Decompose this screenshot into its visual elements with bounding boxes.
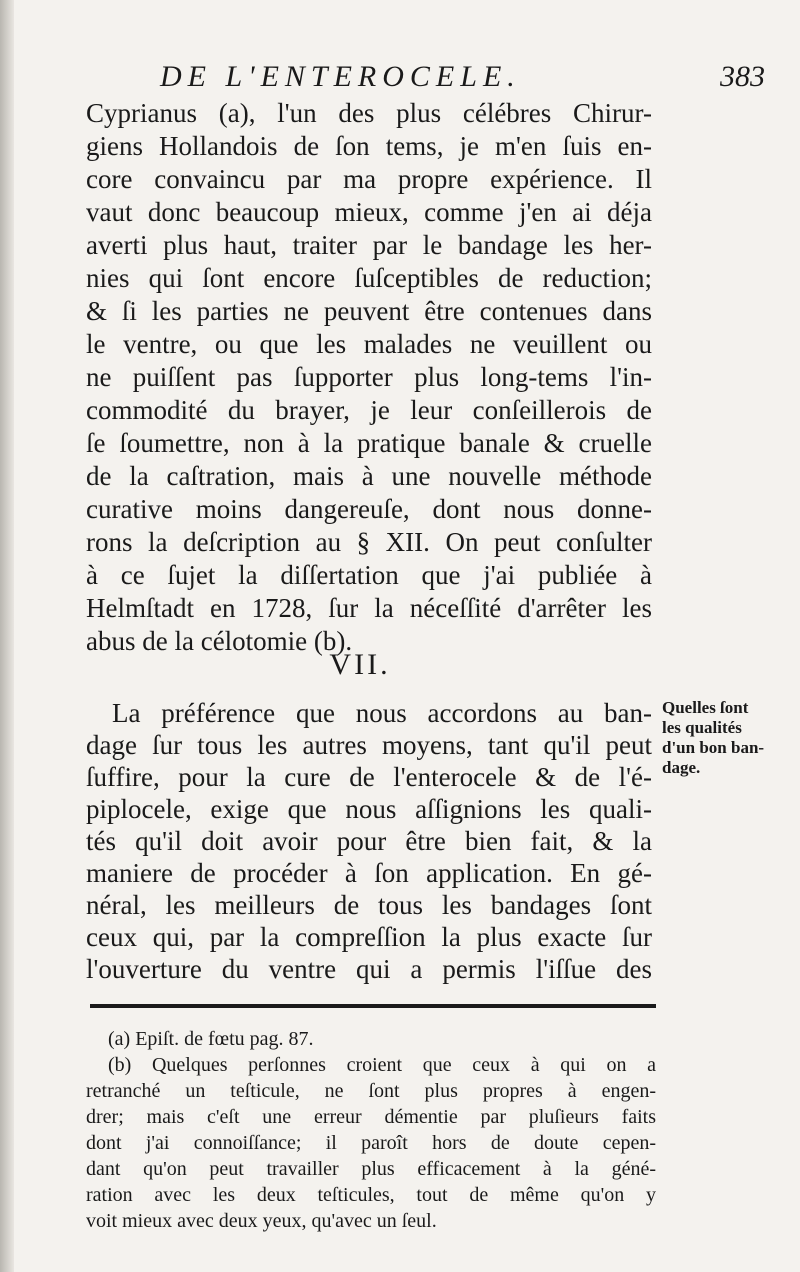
text-line: le ventre, ou que les malades ne veuillent ou [86, 329, 652, 359]
footnote-line: voit mieux avec deux yeux, qu'avec un ſeul. [86, 1210, 437, 1232]
text-line: l'ouverture du ventre qui a permis l'iſſue des [86, 954, 652, 984]
footnote-line: (a) Epiſt. de fœtu pag. 87. [108, 1028, 314, 1050]
footnote-line: dont j'ai connoiſſance; il paroît hors de doute cepen- [86, 1132, 656, 1154]
text-line: & ſi les parties ne peuvent être contenues dans [86, 296, 652, 326]
text-line: à ce ſujet la diſſertation que j'ai publiée à [86, 560, 652, 590]
footnote-line: (b) Quelques perſonnes croient que ceux à qui on a [108, 1054, 656, 1076]
text-line: Helmſtadt en 1728, ſur la néceſſité d'arrêter les [86, 593, 652, 623]
running-title: DE L'ENTEROCELE. [160, 60, 521, 93]
text-line: rons la deſcription au § XII. On peut conſulter [86, 527, 652, 557]
text-line: averti plus haut, traiter par le bandage les her- [86, 230, 652, 260]
margin-note-line: Quelles ſont [662, 698, 749, 717]
text-line: vaut donc beaucoup mieux, comme j'en ai déja [86, 197, 652, 227]
footnote-line: ration avec les deux teſticules, tout de même qu'on y [86, 1184, 656, 1206]
text-line: dage ſur tous les autres moyens, tant qu'il peut [86, 730, 652, 760]
section-heading: VII. [329, 648, 391, 681]
text-line: piplocele, exige que nous aſſignions les quali- [86, 794, 652, 824]
footnote-rule [90, 1004, 656, 1008]
footnote-line: drer; mais c'eſt une erreur démentie par pluſieurs faits [86, 1106, 656, 1128]
text-line: giens Hollandois de ſon tems, je m'en ſuis en- [86, 131, 652, 161]
footnote-line: retranché un teſticule, ne ſont plus propres à engen- [86, 1080, 656, 1102]
text-line: abus de la célotomie (b). [86, 626, 353, 656]
text-line: ſe ſoumettre, non à la pratique banale & cruelle [86, 428, 652, 458]
footnote-line: dant qu'on peut travailler plus efficacement à la géné- [86, 1158, 656, 1180]
margin-note-line: les qualités [662, 718, 742, 737]
text-line: Cyprianus (a), l'un des plus célébres Chirur- [86, 98, 652, 128]
text-line: La préférence que nous accordons au ban- [112, 698, 652, 728]
margin-note [662, 698, 792, 778]
text-line: tés qu'il doit avoir pour être bien fait, & la [86, 826, 652, 856]
text-line: commodité du brayer, je leur conſeillerois de [86, 395, 652, 425]
text-line: de la caſtration, mais à une nouvelle méthode [86, 461, 652, 491]
margin-note-line: dage. [662, 758, 701, 777]
text-line: nies qui ſont encore ſuſceptibles de reduction; [86, 263, 652, 293]
page-edge [0, 0, 14, 1272]
margin-note-line: d'un bon ban- [662, 738, 765, 757]
text-line: maniere de procéder à ſon application. En gé- [86, 858, 652, 888]
text-line: ceux qui, par la compreſſion la plus exacte ſur [86, 922, 652, 952]
text-line: néral, les meilleurs de tous les bandages ſont [86, 890, 652, 920]
text-line: curative moins dangereuſe, dont nous donne- [86, 494, 652, 524]
text-line: ne puiſſent pas ſupporter plus long-tems l'in- [86, 362, 652, 392]
page-number: 383 [720, 60, 765, 93]
text-line: core convaincu par ma propre expérience. Il [86, 164, 652, 194]
text-line: ſuffire, pour la cure de l'enterocele & de l'é- [86, 762, 652, 792]
